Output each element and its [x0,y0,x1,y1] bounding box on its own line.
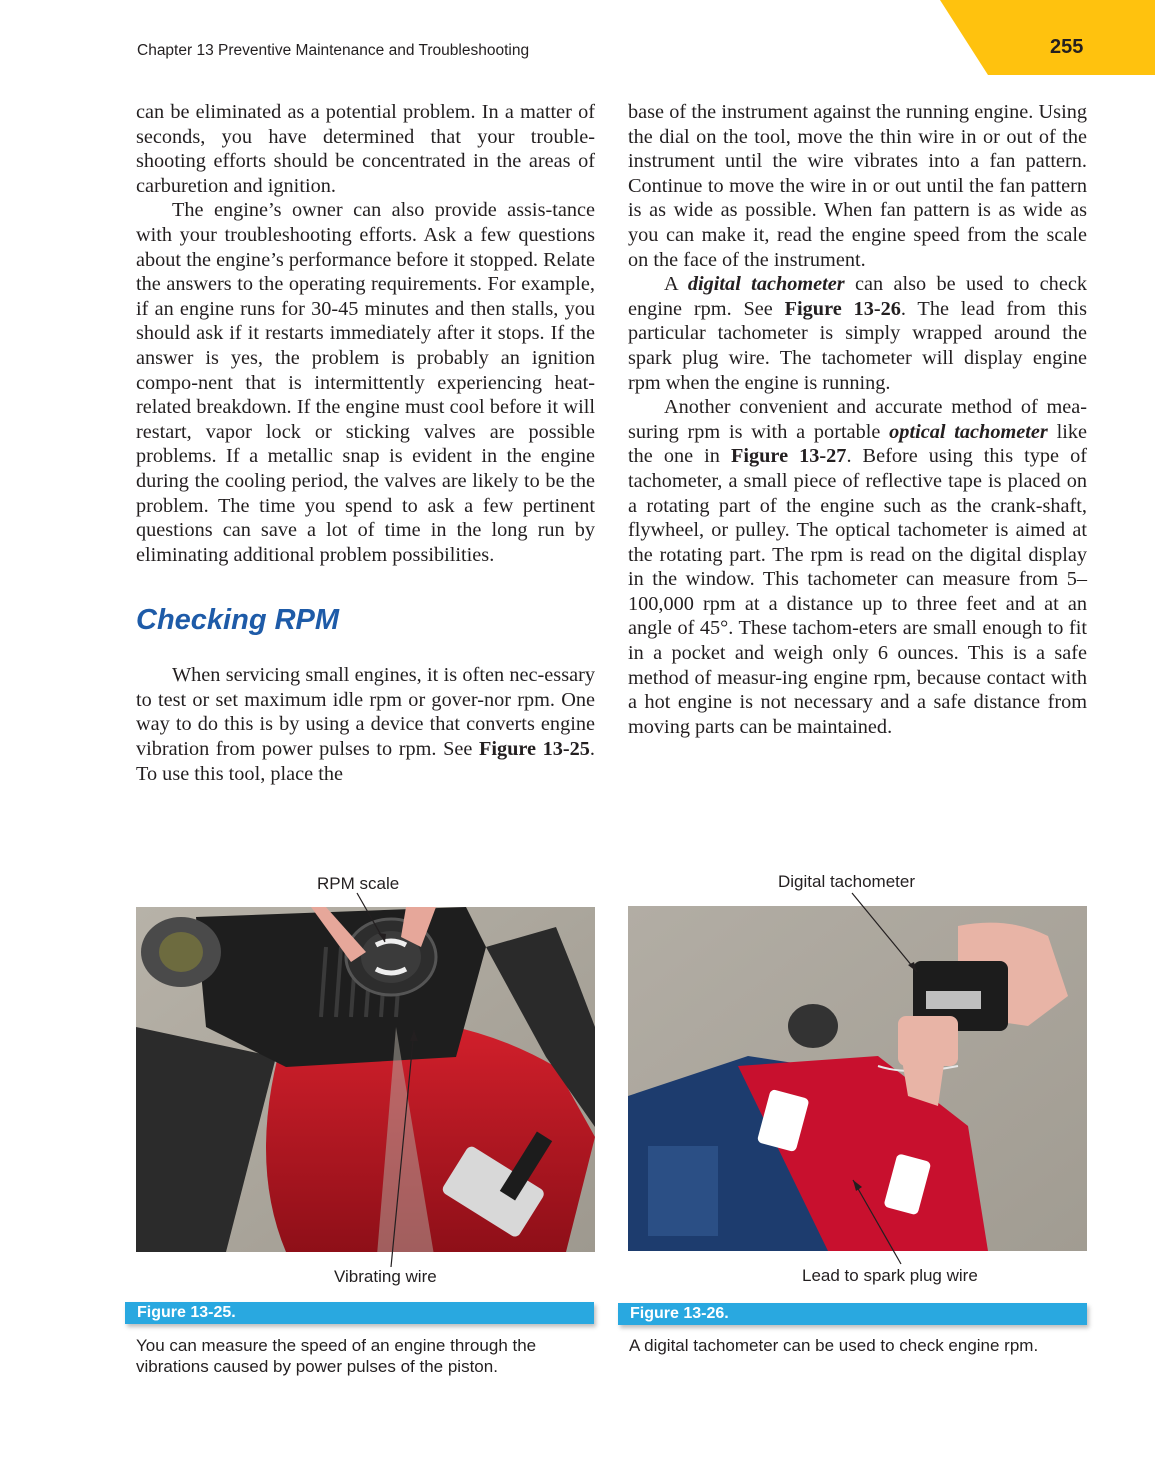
figure-reference: Figure 13-26 [784,297,901,320]
key-term: optical tachometer [889,420,1048,443]
callout-label: RPM scale [317,874,400,893]
text-run: . The lead from this particular tachometer is simply wrapped around the spark plug wire. The tachometer will display engine rpm when the engine is running. [628,297,1087,394]
text-run: A [664,273,688,296]
paragraph [628,395,1087,739]
figure-caption: A digital tachometer can be used to check engine rpm. [629,1336,1039,1355]
callout-label: Digital tachometer [778,872,916,891]
text-run: . To use this tool, place the [136,738,595,785]
paragraph: The engine’s owner can also provide assis-tance with your troubleshooting efforts. Ask a few questions about the engine’s performance before it stopped. Relate the answers to the operating requirements. For example, if an engine runs for 30-45 minutes and then stalls, you should ask if it restarts immediately after it stops. If the answer is yes, the problem is probably an ignition compo-nent that is intermittently experiencing heat-related breakdown. If the engine must cool before it will restart, vapor lock or sticking valves are possible problems. If a metallic snap is evident in the engine during the cooling period, the valves are likely to be the problem. The time you spend to ask a few pertinent questions can save a lot of time in the long run by eliminating additional problem possibilities. [136,199,595,566]
figure-reference: Figure 13-25 [478,738,590,761]
figure-number-bar [125,1302,594,1324]
figure-number-bar [618,1303,1087,1325]
page-corner-tab [940,0,1155,75]
callout-label: Lead to spark plug wire [802,1266,978,1285]
text-run: like the one in [628,420,1087,468]
figure-26-photo [628,906,1087,1251]
text-run: Another convenient and accurate method of mea-suring rpm is with a portable [628,396,1087,443]
callout-label: Vibrating wire [334,1267,437,1286]
figure-number: Figure 13-26. [630,1305,729,1322]
right-column [628,100,1087,739]
section-heading: Checking RPM [136,604,340,637]
text-run: When servicing small engines, it is often nec-essary to test or set maximum idle rpm or gover-nor rpm. One way to do this is by using a device that converts engine vibration from power pulses to rpm. See [136,664,595,761]
figure-caption: You can measure the speed of an engine through the vibrations caused by power pulses of the piston. [136,1336,537,1376]
key-term: digital tachometer [687,273,845,296]
figure-25-photo [136,907,595,1252]
paragraph [628,272,1087,395]
figure-number: Figure 13-25. [137,1304,236,1321]
left-column [136,100,595,786]
paragraph: can be eliminated as a potential problem. In a matter of seconds, you have determined that your trouble-shooting efforts should be concentrated in the areas of carburetion and ignition. [136,101,595,197]
running-head: Chapter 13 Preventive Maintenance and Troubleshooting [137,42,530,59]
page-number: 255 [1050,36,1084,58]
text-run: can also be used to check engine rpm. See [628,273,1087,320]
paragraph [136,663,595,786]
text-run: . Before using this type of tachometer, a small piece of reflective tape is placed on a rotating part of the engine such as the crank-shaft, flywheel, or pulley. The optical tachometer is aimed at the rotating part. The rpm is read on the digital display in the window. This tachometer can measure from 5–100,000 rpm at a distance up to three feet and at an angle of 45°. These tachom-eters are small enough to fit in a pocket and weigh only 6 ounces. This is a safe method of measur-ing engine rpm, because contact with a hot engine is not necessary and a safe distance from moving parts can be maintained. [628,445,1087,738]
figure-reference: Figure 13-27 [730,445,847,468]
paragraph: base of the instrument against the running engine. Using the dial on the tool, move the thin wire in or out of the instrument until the wire vibrates into a fan pattern. Continue to move the wire in or out until the fan pattern is as wide as possible. When fan pattern is as wide as you can make it, read the engine speed from the scale on the face of the instrument. [628,101,1087,271]
